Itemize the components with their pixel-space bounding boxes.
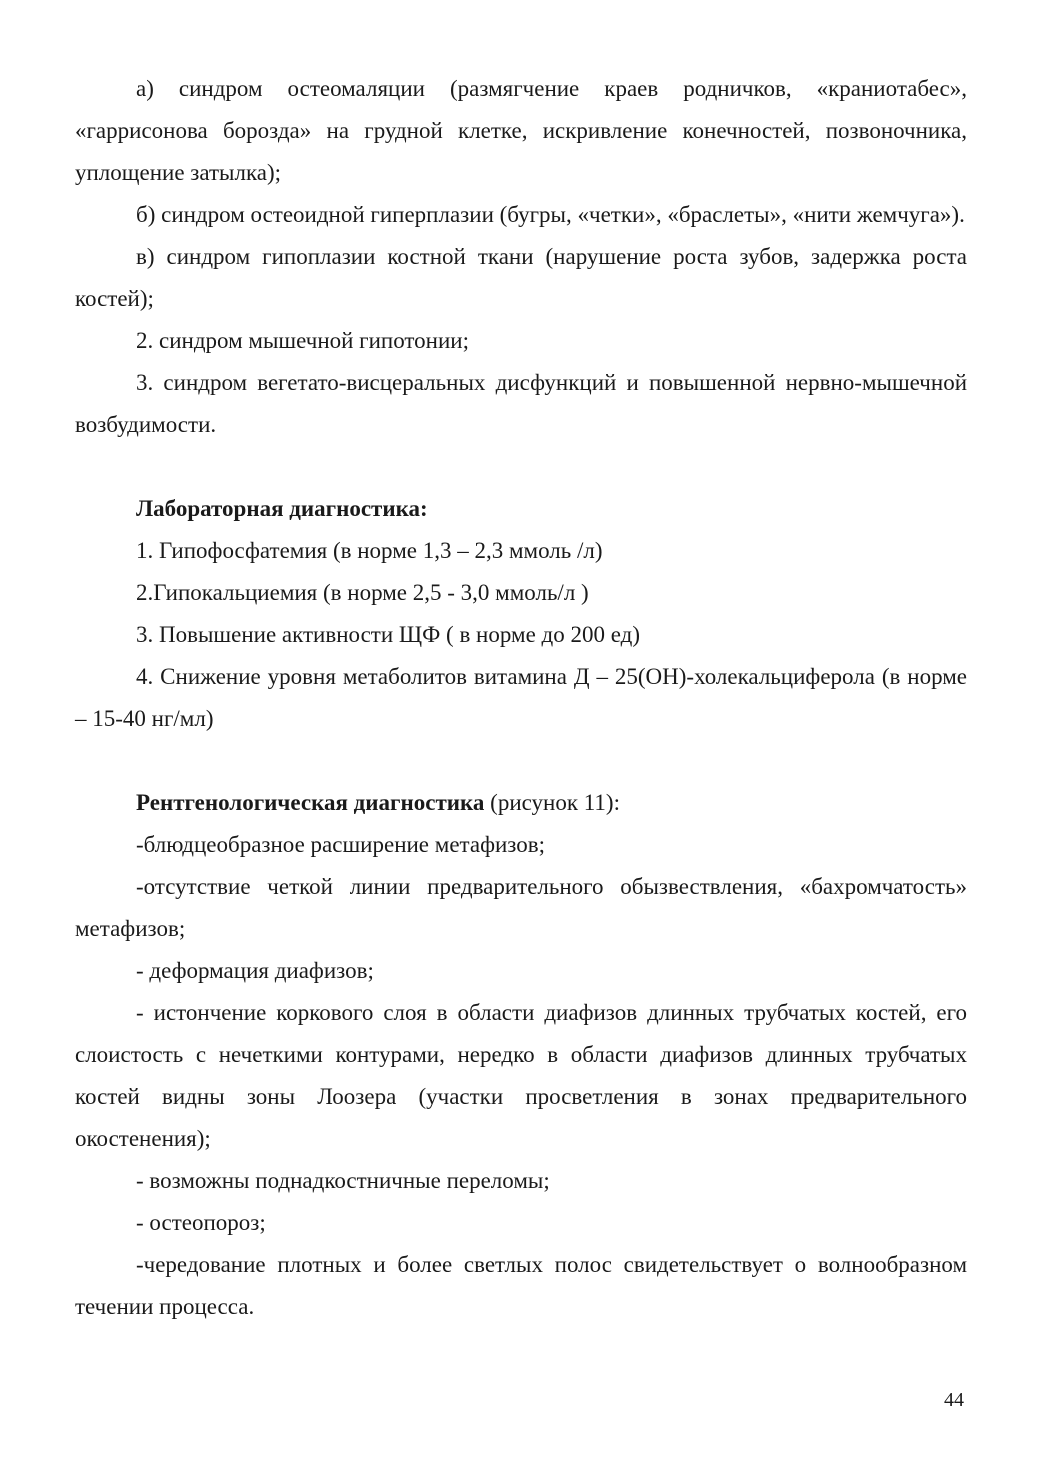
xray-item: - возможны поднадкостничные переломы;	[136, 1168, 550, 1193]
xray-item: - истончение коркового слоя в области диафизов длинных трубчатых костей, его слоистость с нечеткими контурами, нередко в области диафизов длинных трубчатых костей видны зоны Лоозера (участки просветления в зонах предварительного окостенения);	[75, 1000, 967, 1151]
syndrome-osteomalacia: а) синдром остеомаляции (размягчение краев родничков, «краниотабес», «гаррисонова борозда» на грудной клетке, искривление конечностей, позвоночника, уплощение затылка);	[75, 76, 967, 185]
lab-heading	[75, 488, 967, 530]
syndrome-osteoid-hyperplasia: б) синдром остеоидной гиперплазии (бугры, «четки», «браслеты», «нити жемчуга»).	[136, 202, 965, 227]
xray-item: -блюдцеобразное расширение метафизов;	[136, 832, 545, 857]
section-spacer	[75, 740, 967, 782]
xray-item: -отсутствие четкой линии предварительного обызвествления, «бахромчатость» метафизов;	[75, 874, 967, 941]
lab-item: 3. Повышение активности ЩФ ( в норме до 200 ед)	[136, 622, 641, 647]
lab-item: 1. Гипофосфатемия (в норме 1,3 – 2,3 ммоль /л)	[136, 538, 603, 563]
xray-item: -чередование плотных и более светлых полос свидетельствует о волнообразном течении процесса.	[75, 1252, 967, 1319]
xray-heading	[75, 782, 967, 824]
xray-item: - деформация диафизов;	[136, 958, 374, 983]
document-body	[75, 68, 967, 1328]
syndrome-bone-hypoplasia: в) синдром гипоплазии костной ткани (нарушение роста зубов, задержка роста костей);	[75, 244, 967, 311]
syndrome-muscle-hypotonia: 2. синдром мышечной гипотонии;	[136, 328, 469, 353]
lab-heading-text: Лабораторная диагностика:	[136, 496, 428, 521]
xray-heading-suffix: (рисунок 11):	[484, 790, 620, 815]
section-spacer	[75, 446, 967, 488]
xray-item: - остеопороз;	[136, 1210, 266, 1235]
lab-item: 2.Гипокальциемия (в норме 2,5 - 3,0 ммоль/л )	[136, 580, 589, 605]
page-number: 44	[944, 1389, 964, 1411]
lab-item: 4. Снижение уровня метаболитов витамина Д – 25(ОН)-холекальциферола (в норме – 15-40 нг/мл)	[75, 664, 967, 731]
syndrome-vegetative-dysfunction: 3. синдром вегетато-висцеральных дисфункций и повышенной нервно-мышечной возбудимости.	[75, 370, 967, 437]
xray-heading-text: Рентгенологическая диагностика	[136, 790, 485, 815]
